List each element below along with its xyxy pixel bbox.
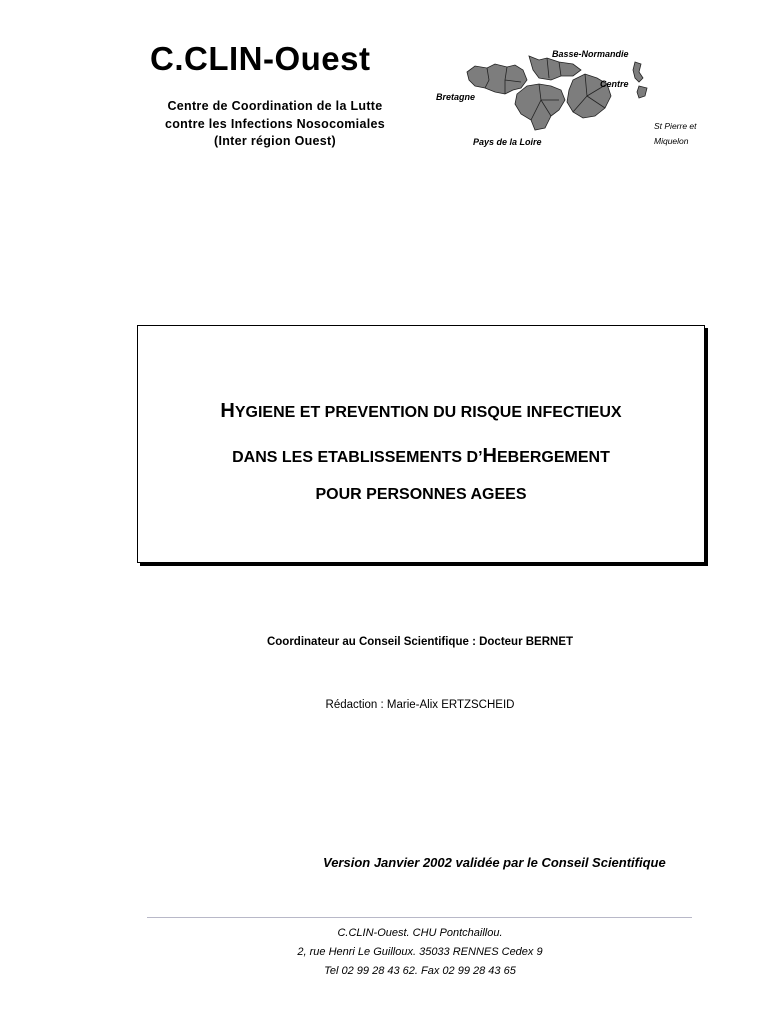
footer-address-line-1: C.CLIN-Ouest. CHU Pontchaillou. — [337, 927, 503, 939]
map-label-st-pierre: St Pierre et — [654, 121, 697, 131]
org-name: C.CLIN-Ouest — [150, 40, 371, 77]
title-line-3: POUR PERSONNES AGEES — [315, 486, 527, 503]
map-label-centre: Centre — [600, 79, 629, 89]
map-label-bretagne: Bretagne — [436, 92, 476, 102]
title-line-2-end: EBERGEMENT — [496, 449, 610, 466]
title-line-2-text: DANS LES ETABLISSEMENTS D’ — [232, 449, 483, 466]
coordinator-credit: Coordinateur au Conseil Scientifique : Docteur BERNET — [266, 636, 574, 648]
footer-divider — [147, 917, 692, 918]
org-description-line-3: (Inter région Ouest) — [214, 134, 336, 148]
bretagne-shape — [467, 64, 527, 94]
redaction-credit: Rédaction : Marie-Alix ERTZSCHEID — [325, 699, 515, 711]
map-label-miquelon: Miquelon — [654, 136, 689, 146]
basse-normandie-shape — [529, 56, 581, 80]
map-label-pays-de-la-loire: Pays de la Loire — [473, 137, 542, 147]
org-description-line-2: contre les Infections Nosocomiales — [165, 117, 385, 131]
st-pierre-shape — [633, 62, 643, 82]
version-note: Version Janvier 2002 validée par le Conseil Scientifique — [323, 855, 666, 870]
miquelon-shape — [637, 86, 647, 98]
title-line-1-initial: H — [220, 400, 235, 422]
footer-address-line-2: 2, rue Henri Le Guilloux. 35033 RENNES Cedex 9 — [297, 946, 543, 958]
title-line-2 — [138, 445, 704, 468]
footer-contact-line: Tel 02 99 28 43 62. Fax 02 99 28 43 65 — [324, 965, 516, 977]
map-label-basse-normandie: Basse-Normandie — [552, 49, 629, 59]
title-line-1-text: YGIENE ET PREVENTION DU RISQUE INFECTIEUX — [234, 404, 622, 421]
org-description-line-1: Centre de Coordination de la Lutte — [167, 99, 383, 113]
title-line-2-initial: H — [482, 445, 497, 467]
title-line-1 — [138, 400, 704, 423]
region-map-icon — [455, 50, 655, 140]
document-title-box — [137, 325, 705, 563]
